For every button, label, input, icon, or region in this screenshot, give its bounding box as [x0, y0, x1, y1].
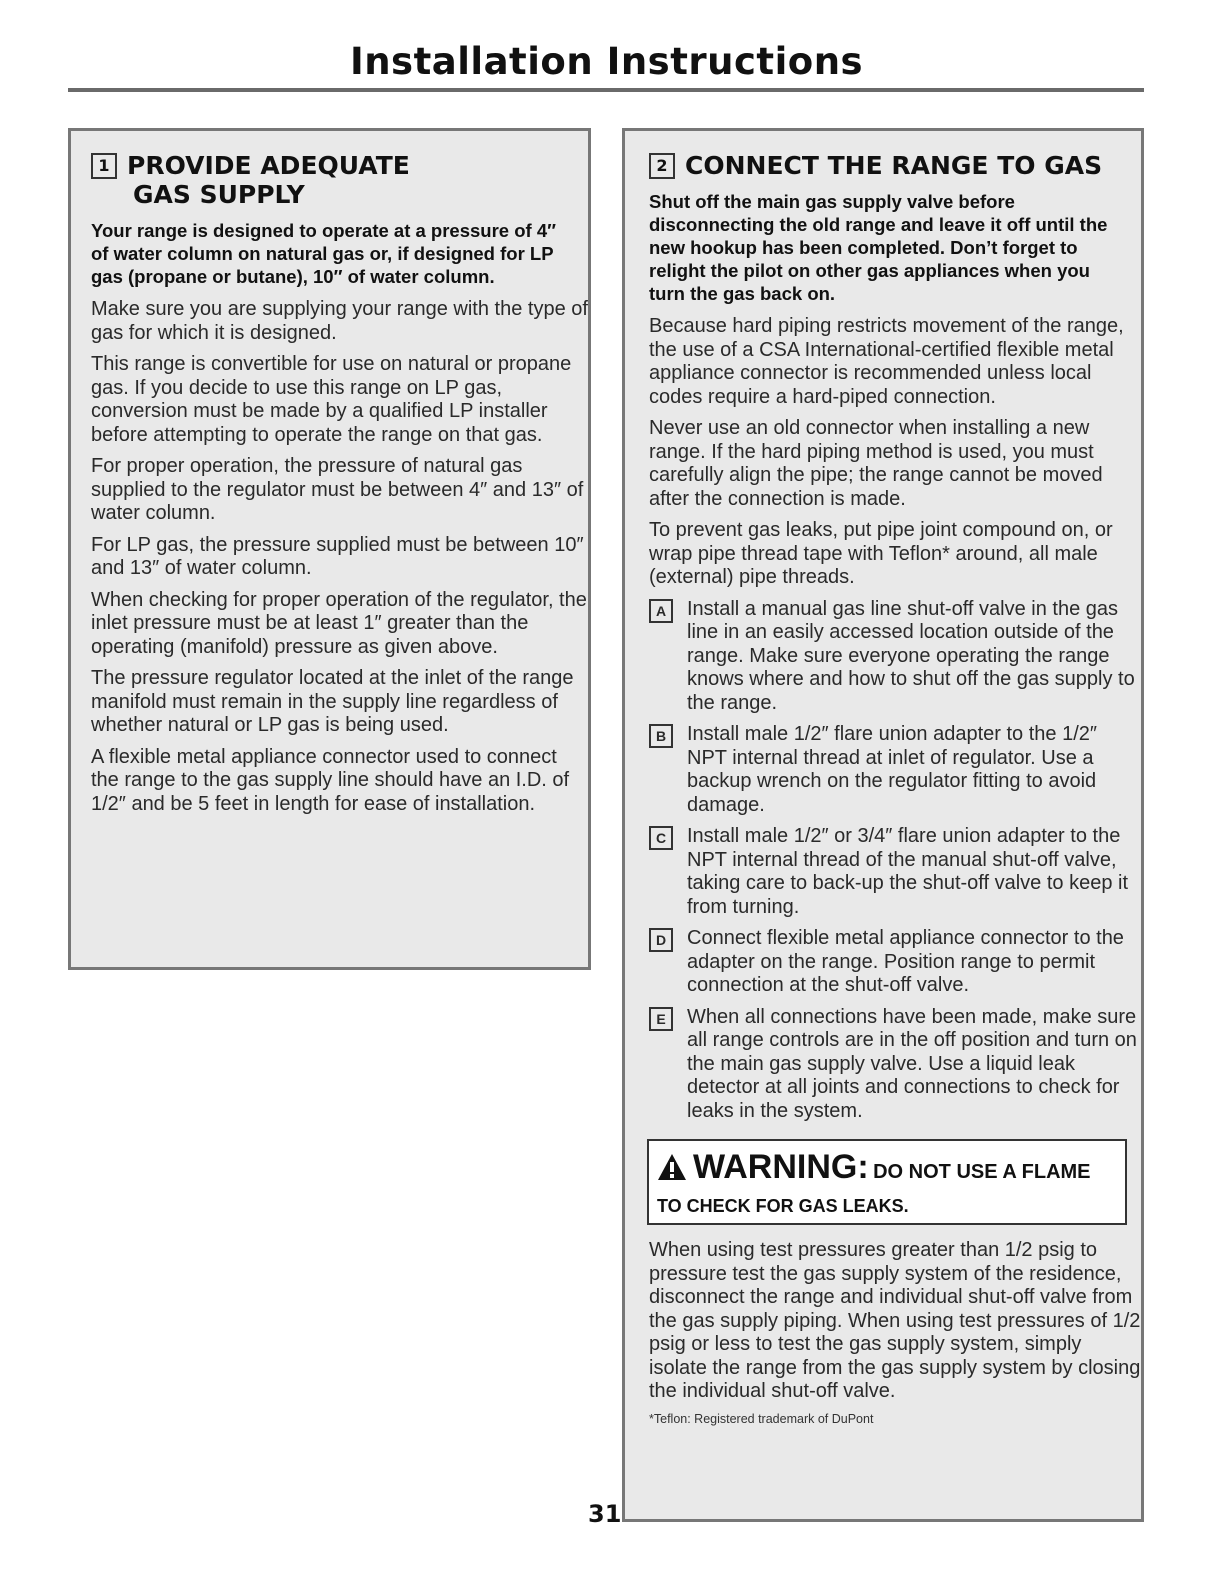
warning-label: WARNING: [693, 1148, 869, 1186]
heading-text: CONNECT THE RANGE TO GAS [685, 151, 1103, 180]
heading-line1: PROVIDE ADEQUATE [127, 151, 410, 180]
step-text: Install male 1/2″ or 3/4″ flare union adapter to the NPT internal thread of the manual shut-off valve, taking care to back-up the shut-off valve to keep it from turning. [687, 825, 1128, 918]
title-divider [68, 88, 1144, 92]
paragraph: When checking for proper operation of the regulator, the inlet pressure must be at least 1″ greater than the operating (manifold) pressure as given above. [91, 588, 587, 658]
provide-gas-supply-section [68, 128, 591, 970]
step-letter-badge: C [649, 826, 673, 850]
step-letter-badge: A [649, 599, 673, 623]
intro-text: Shut off the main gas supply valve before disconnecting the old range and leave it off until the new hookup has been completed. Don’t forget to relight the pilot on other gas appliances when you turn the gas back on. [649, 191, 1108, 304]
step-letter-badge: D [649, 928, 673, 952]
step-letter-badge: E [649, 1007, 673, 1031]
paragraph: When using test pressures greater than 1/2 psig to pressure test the gas supply system of the residence, disconnect the range and individual shut-off valve from the gas supply piping. When using test pressures of 1/2 psig or less to test the gas supply system, simply isolate the range from the gas supply system by closing the individual shut-off valve. [649, 1239, 1141, 1402]
paragraph: Because hard piping restricts movement of the range, the use of a CSA International-certified flexible metal appliance connector is recommended unless local codes require a hard-piped connection. [649, 315, 1124, 408]
step-text: When all connections have been made, make sure all range controls are in the off position and turn on the main gas supply valve. Use a liquid leak detector at all joints and connections to check for leaks in the system. [687, 1005, 1137, 1122]
step-number-badge: 2 [649, 153, 675, 179]
step-item [649, 1006, 1141, 1124]
heading-line2: GAS SUPPLY [133, 180, 305, 209]
step-number-badge: 1 [91, 153, 117, 179]
step-item [649, 927, 1141, 998]
step-item [649, 825, 1141, 919]
paragraph: For proper operation, the pressure of natural gas supplied to the regulator must be between 4″ and 13″ of water column. [91, 455, 584, 524]
connect-range-to-gas-section [622, 128, 1144, 1522]
warning-text-line2: TO CHECK FOR GAS LEAKS. [657, 1196, 909, 1216]
page-number: 31 [588, 1500, 622, 1528]
paragraph: To prevent gas leaks, put pipe joint compound on, or wrap pipe thread tape with Teflon* around, all male (external) pipe threads. [649, 519, 1113, 588]
step-text: Connect flexible metal appliance connector to the adapter on the range. Position range to permit connection at the shut-off valve. [687, 927, 1124, 996]
warning-box [647, 1139, 1127, 1225]
warning-heading [657, 1149, 1117, 1195]
step-text: Install a manual gas line shut-off valve in the gas line in an easily accessed location outside of the range. Make sure everyone operating the range knows where and how to shut off the gas supply to the range. [687, 597, 1135, 714]
step-item [649, 598, 1141, 716]
paragraph: This range is convertible for use on natural or propane gas. If you decide to use this range on LP gas, conversion must be made by a qualified LP installer before attempting to operate the range on that gas. [91, 353, 572, 446]
warning-text-line1: DO NOT USE A FLAME [873, 1161, 1091, 1183]
footnote: *Teflon: Registered trademark of DuPont [649, 1411, 874, 1426]
page-title: Installation Instructions [349, 40, 864, 83]
paragraph: The pressure regulator located at the inlet of the range manifold must remain in the supply line regardless of whether natural or LP gas is being used. [91, 667, 574, 736]
section-heading [91, 151, 588, 209]
step-item [649, 723, 1141, 817]
section-heading [649, 151, 1141, 180]
step-letter-badge: B [649, 724, 673, 748]
paragraph: For LP gas, the pressure supplied must be between 10″ and 13″ of water column. [91, 533, 584, 579]
warning-triangle-icon [657, 1153, 687, 1195]
paragraph: Make sure you are supplying your range with the type of gas for which it is designed. [91, 298, 588, 344]
paragraph: Never use an old connector when installing a new range. If the hard piping method is used, you must carefully align the pipe; the range cannot be moved after the connection is made. [649, 417, 1103, 510]
step-text: Install male 1/2″ flare union adapter to the 1/2″ NPT internal thread at inlet of regulator. Use a backup wrench on the regulator fitting to avoid damage. [687, 723, 1097, 816]
paragraph: A flexible metal appliance connector used to connect the range to the gas supply line should have an I.D. of 1/2″ and be 5 feet in length for ease of installation. [91, 745, 570, 815]
intro-text: Your range is designed to operate at a pressure of 4″ of water column on natural gas or, if designed for LP gas (propane or butane), 10″ of water column. [91, 220, 556, 287]
